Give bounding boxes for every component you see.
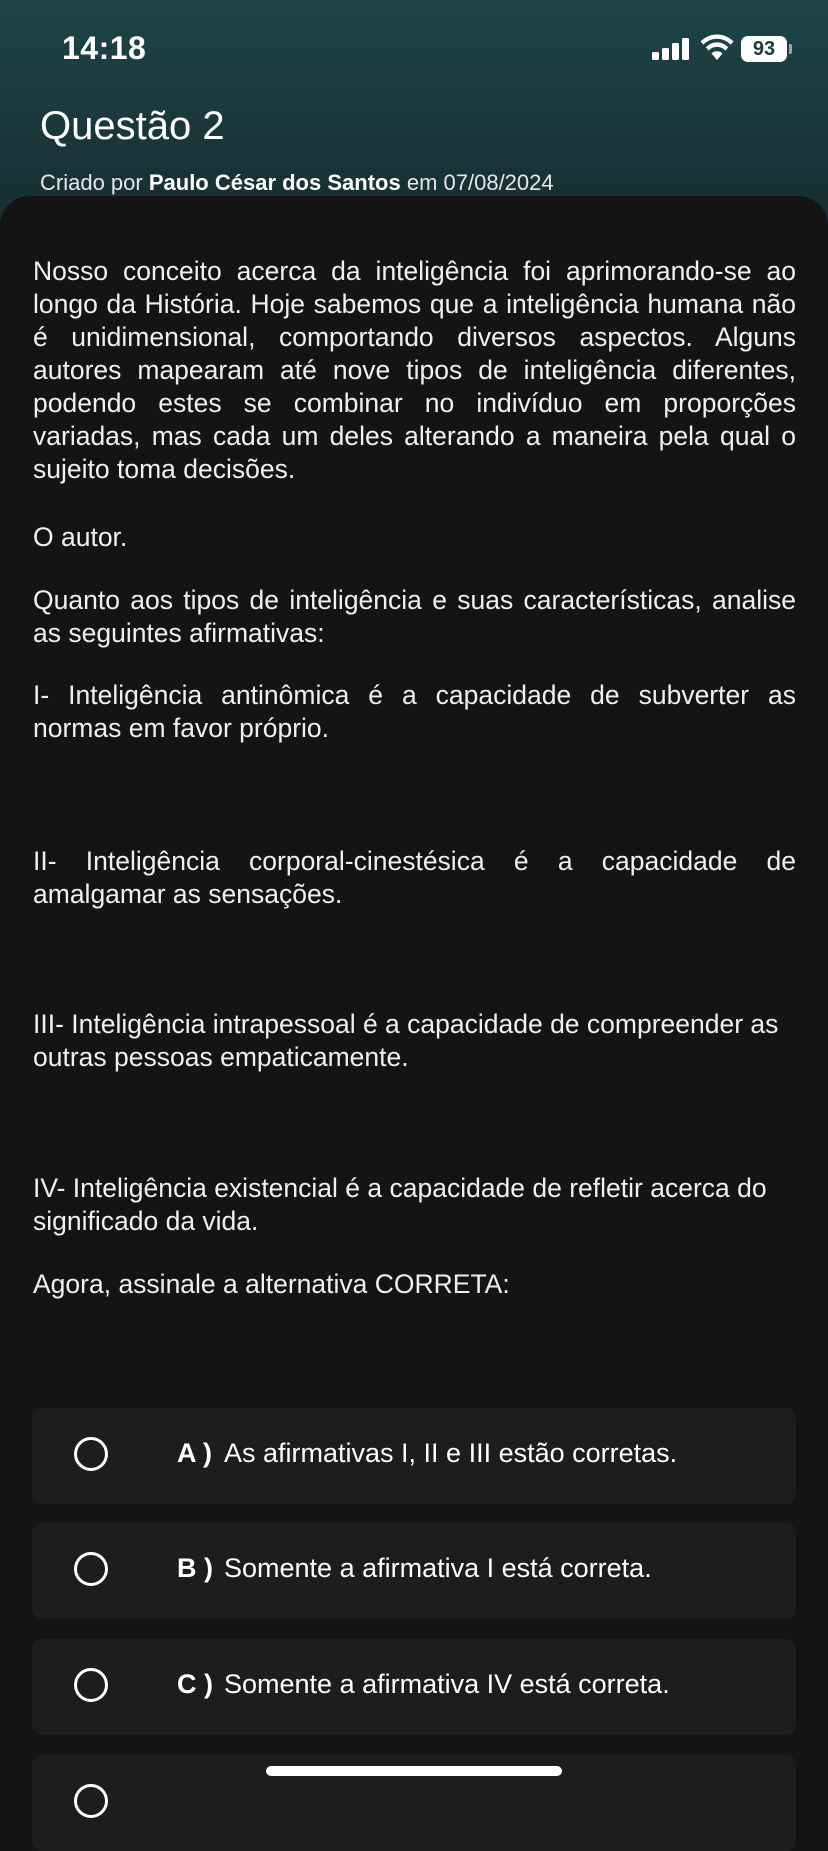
created-date: 07/08/2024 (443, 170, 554, 195)
option-letter: A ) (177, 1438, 212, 1468)
question-source: O autor. (33, 522, 128, 552)
status-time: 14:18 (62, 30, 147, 66)
statement-1: I- Inteligência antinômica é a capacidade de subverter as normas em favor próprio. (33, 680, 796, 743)
date-prefix: em (406, 170, 438, 195)
battery-nub (789, 44, 792, 54)
option-text: As afirmativas I, II e III estão corretas. (224, 1438, 678, 1468)
home-indicator[interactable] (266, 1766, 562, 1776)
option-c[interactable] (32, 1639, 796, 1735)
statement-4: IV- Inteligência existencial é a capacidade de refletir acerca do significado da vida. (33, 1173, 767, 1236)
radio-button-icon[interactable] (74, 1437, 108, 1471)
question-instruction: Agora, assinale a alternativa CORRETA: (33, 1269, 510, 1299)
created-prefix: Criado por (40, 170, 143, 195)
question-prompt: Quanto aos tipos de inteligência e suas características, analise as seguintes afirmativas: (33, 585, 796, 648)
option-text: Somente a afirmativa I está correta. (224, 1553, 652, 1583)
cellular-signal-icon (652, 38, 690, 60)
statement-3: III- Inteligência intrapessoal é a capacidade de compreender as outras pessoas empaticamente. (33, 1009, 779, 1072)
option-text: Somente a afirmativa IV está correta. (224, 1669, 670, 1699)
option-letter: B ) (177, 1553, 213, 1583)
radio-button-icon[interactable] (74, 1668, 108, 1702)
statement-2: II- Inteligência corporal-cinestésica é a capacidade de amalgamar as sensações. (33, 846, 796, 909)
option-letter: C ) (177, 1669, 213, 1699)
battery-icon (741, 36, 787, 62)
radio-button-icon[interactable] (74, 1784, 108, 1818)
author-name: Paulo César dos Santos (148, 170, 401, 195)
wifi-icon (700, 34, 734, 62)
option-b[interactable] (32, 1523, 796, 1619)
author-byline (40, 170, 554, 196)
status-bar (0, 0, 828, 100)
option-a[interactable] (32, 1408, 796, 1504)
question-paragraph: Nosso conceito acerca da inteligência foi aprimorando-se ao longo da História. Hoje sabemos que a inteligência humana não é unidimensional, comportando diversos aspectos. Alguns autores mapearam até nove tipos de inteligência diferentes, podendo estes se combinar no indivíduo em proporções variadas, mas cada um deles alterando a maneira pela qual o sujeito toma decisões. (33, 256, 796, 484)
battery-level: 93 (752, 38, 776, 60)
radio-button-icon[interactable] (74, 1552, 108, 1586)
page-title: Questão 2 (40, 104, 225, 148)
